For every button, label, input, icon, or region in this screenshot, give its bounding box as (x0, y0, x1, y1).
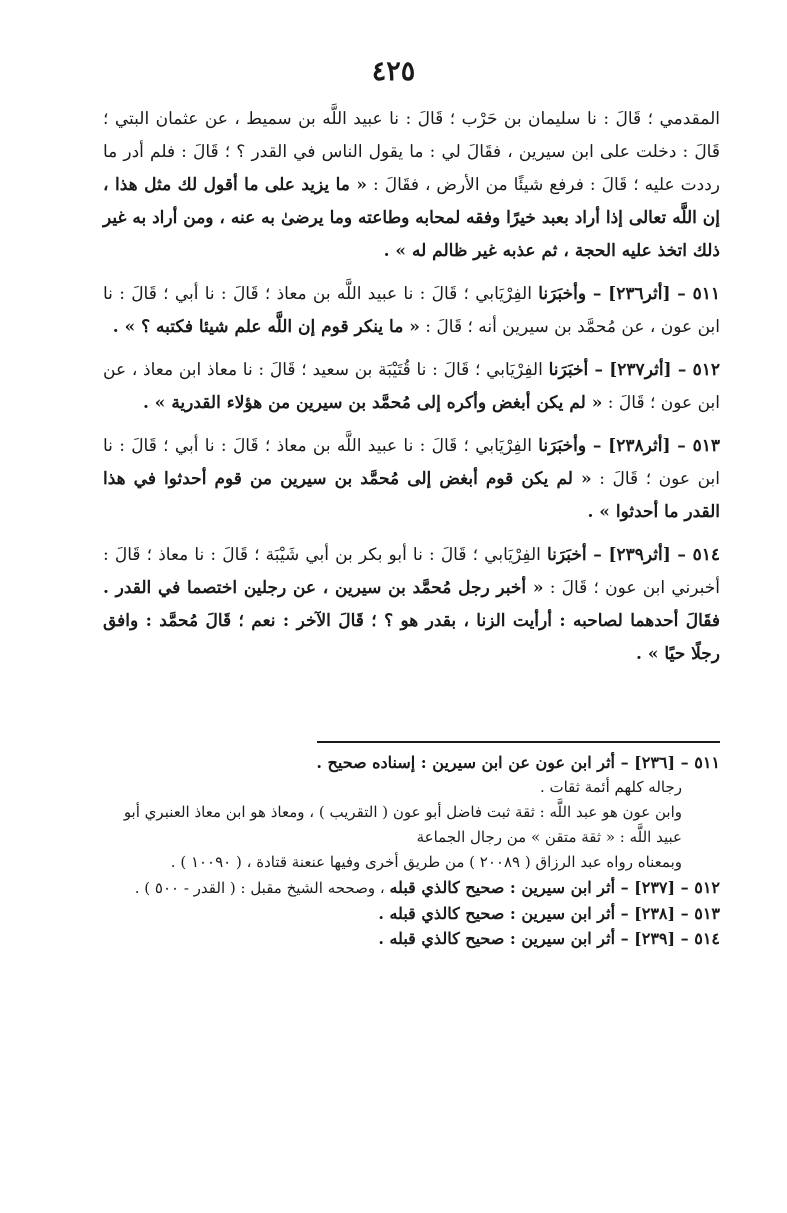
footnote-512-text: ، وصححه الشيخ مقبل : ( القدر - ٥٠٠ ) . (134, 879, 390, 897)
footnote-divider (317, 741, 720, 743)
main-text (103, 103, 720, 671)
footnote-511-line: رجاله كلهم أئمة ثقات . (539, 778, 682, 796)
quote-text: « ما ينكر قوم إن اللَّه علم شيئا فكتبه ؟ » . (112, 317, 420, 337)
athar-heading: ٥١٣ – [أثر٢٣٨] – وأخبَرَنا (538, 436, 720, 456)
athar-heading: ٥١٤ – [أثر٢٣٩] – أخبَرَنا (547, 545, 720, 565)
quote-text: « لم يكن قوم أبغض إلى مُحمَّد بن سيرين من قوم أحدثوا في هذا القدر ما أحدثوا » . (103, 469, 720, 522)
footnote-511-line: وابن عون هو عبد اللَّه : ثقة ثبت فاضل أبو عون ( التقريب ) ، ومعاذ هو ابن معاذ العنبري أبو عبيد اللَّه : « ثقة متقن » من رجال الجماعة (123, 803, 682, 846)
page-number: ٤٢٥ (371, 56, 416, 87)
footnote-511-heading: ٥١١ – [٢٣٦] – أثر ابن عون عن ابن سيرين : إسناده صحيح . (316, 753, 720, 772)
narration-text: الفِرْيَابي ؛ قَالَ : نا قُتَيْبَة بن سعيد ؛ قَالَ : نا معاذ ابن معاذ ، عن ابن عون ؛ قَالَ : (103, 360, 720, 413)
footnote-513-heading: ٥١٣ – [٢٣٨] – أثر ابن سيرين : صحيح كالذي قبله . (378, 904, 720, 923)
narration-text: المقدمي ؛ قَالَ : نا سليمان بن حَرْب ؛ قَالَ : نا عبيد اللَّه بن سميط ، عن عثمان البتي ؛ قَالَ : دخلت على ابن سيرين ، فقَالَ لي : ما يقول الناس في القدر ؟ ؛ قَالَ : فلم أدر ما رددت عليه ؛ قَالَ : فرفع شيئًا من الأرض ، فقَالَ : (103, 109, 720, 195)
footnote-511-line: وبمعناه رواه عبد الرزاق ( ٢٠٠٨٩ ) من طريق أخرى وفيها عنعنة قتادة ، ( ١٠٠٩٠ ) . (170, 853, 682, 871)
athar-heading: ٥١١ – [أثر٢٣٦] – وأخبَرَنا (538, 284, 720, 304)
quote-text: « ما يزيد على ما أقول لك مثل هذا ، إن اللَّه تعالى إذا أراد بعبد خيرًا وفقه لمحابه وطاعته وما يرضىٰ به عنه ، ومن أراد به غير ذلك اتخذ عليه الحجة ، ثم عذبه غير ظالم له » . (103, 175, 720, 261)
paragraph-514 (103, 539, 720, 671)
quote-text: « أخبر رجل مُحمَّد بن سيرين ، عن رجلين اختصما في القدر . فقَالَ أحدهما لصاحبه : أرأيت الزنا ، بقدر هو ؟ ؛ قَالَ الآخر : نعم ؛ قَالَ مُحمَّد : وافق رجلًا حيًا » . (103, 578, 720, 664)
quote-text: « لم يكن أبغض وأكره إلى مُحمَّد بن سيرين من هؤلاء القدرية » . (142, 393, 603, 413)
paragraph-512 (103, 354, 720, 420)
paragraph-513 (103, 430, 720, 529)
footnote-512 (103, 875, 720, 901)
narration-text: الفِرْيَابي ؛ قَالَ : نا أبو بكر بن أبي شَيْبَة ؛ قَالَ : نا معاذ ؛ قَالَ : أخبرني ابن عون ؛ قَالَ : (103, 545, 720, 598)
footnote-512-heading: ٥١٢ – [٢٣٧] – أثر ابن سيرين : صحيح كالذي قبله (389, 878, 720, 897)
athar-heading: ٥١٢ – [أثر٢٣٧] – أخبَرَنا (548, 360, 720, 380)
footnotes (103, 750, 720, 951)
paragraph-intro (103, 103, 720, 268)
narration-text: الفِرْيَابي ؛ قَالَ : نا عبيد اللَّه بن معاذ ؛ قَالَ : نا أبي ؛ قَالَ : نا ابن عون ؛ قَالَ : (103, 436, 720, 489)
paragraph-511 (103, 278, 720, 344)
narration-text: الفِرْيَابي ؛ قَالَ : نا عبيد اللَّه بن معاذ ؛ قَالَ : نا أبي ؛ قَالَ : نا ابن عون ، عن مُحمَّد بن سيرين أنه ؛ قَالَ : (103, 284, 720, 337)
footnote-514-heading: ٥١٤ – [٢٣٩] – أثر ابن سيرين : صحيح كالذي قبله . (378, 929, 720, 948)
